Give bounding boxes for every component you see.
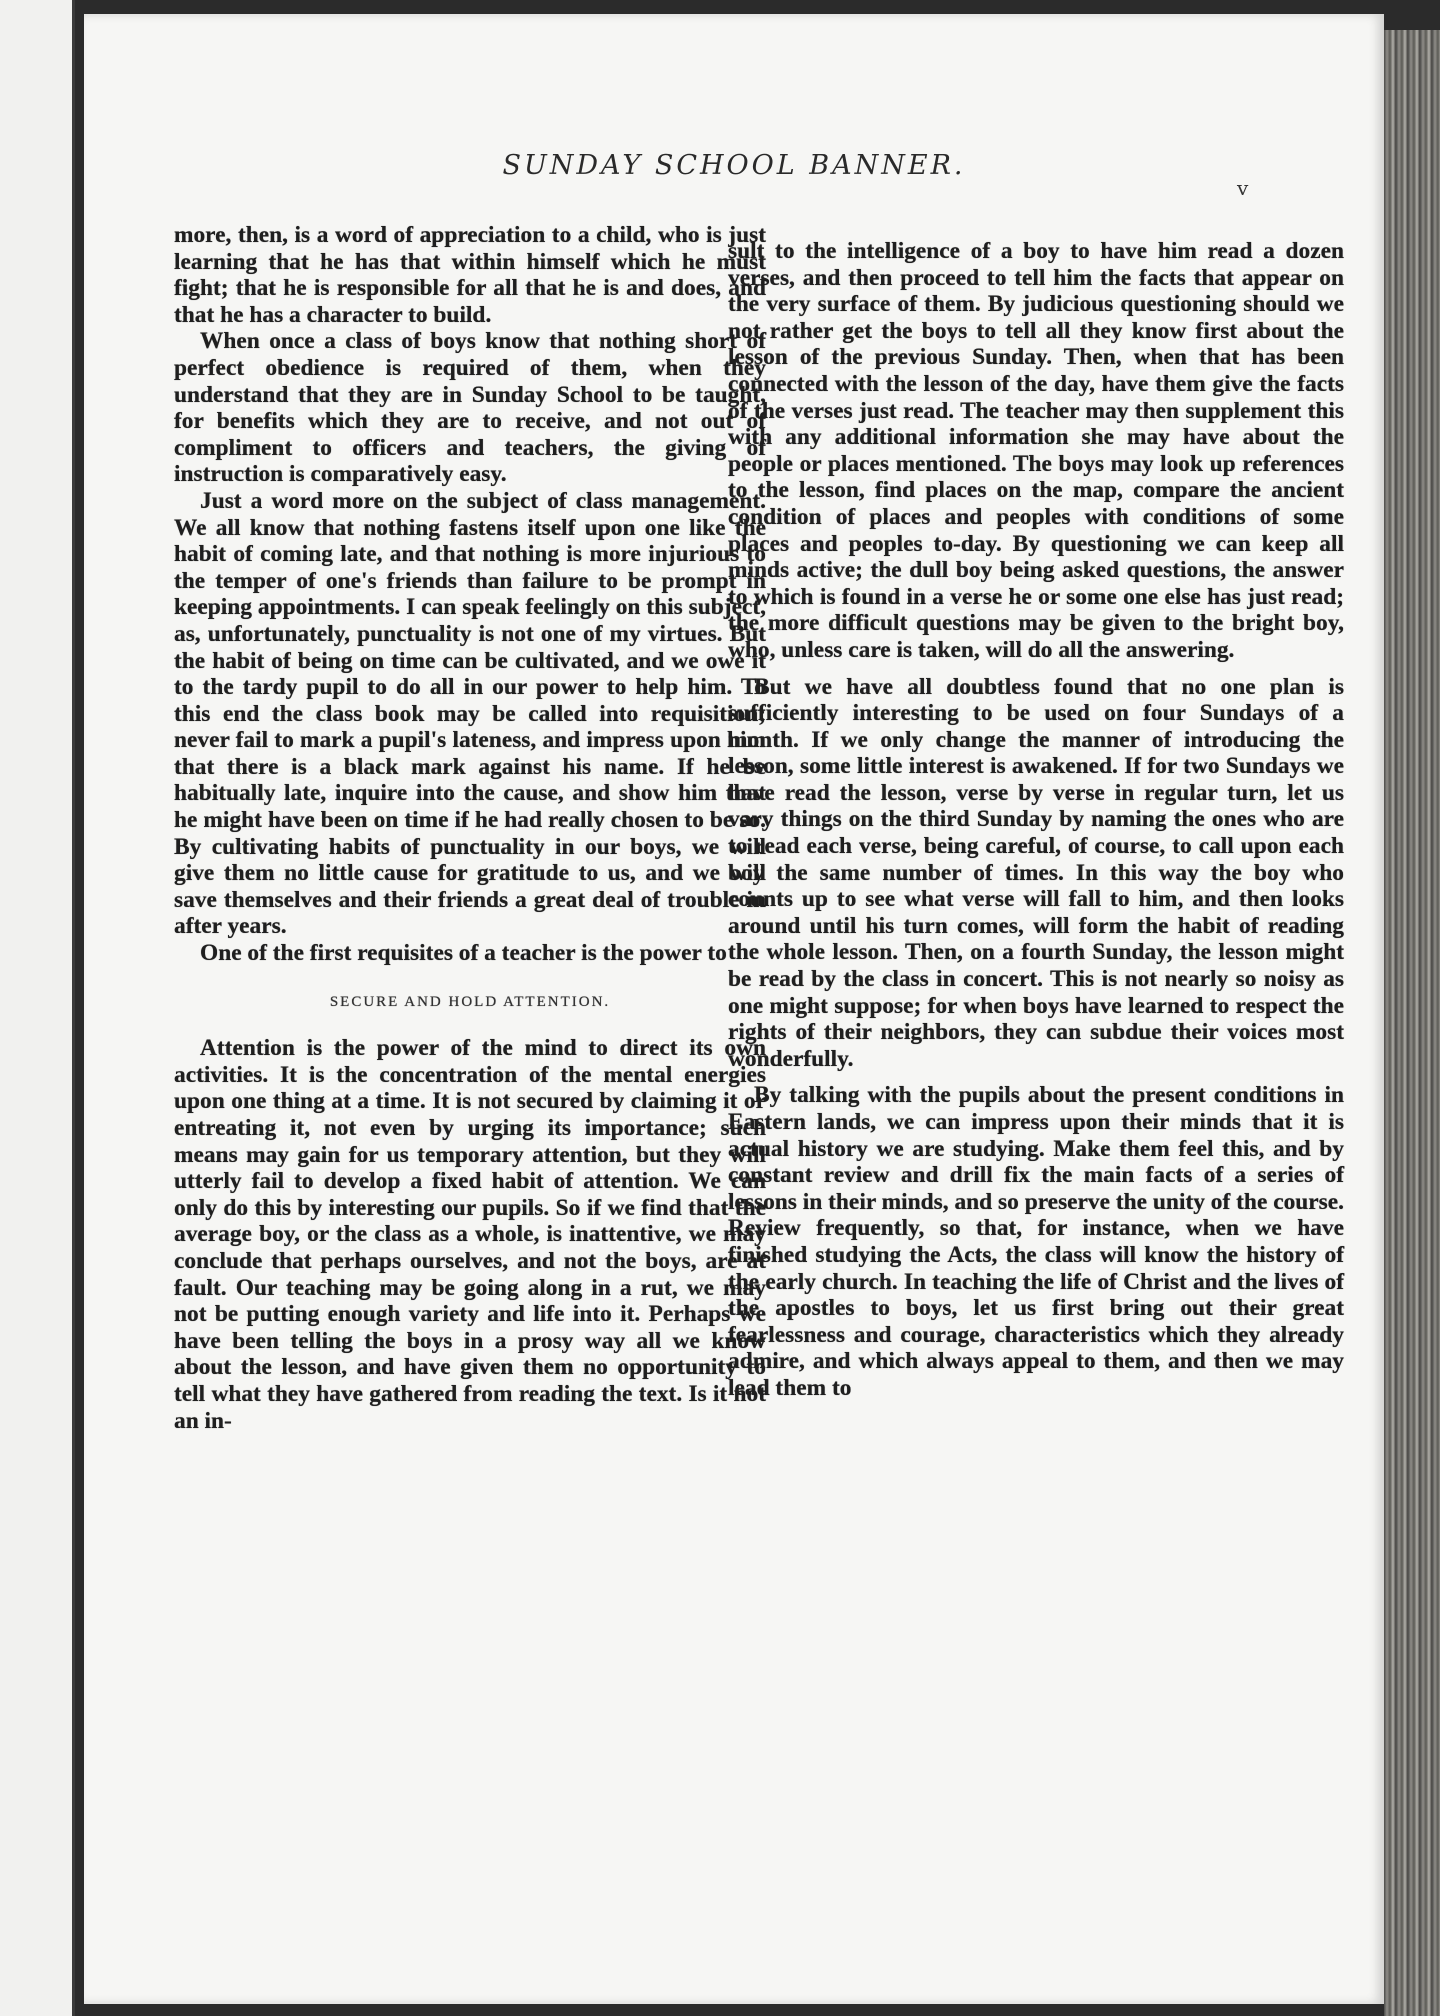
paragraph: But we have all doubtless found that no one plan is sufficiently interesting to be used on four Sundays of a month. If we only change the manner of introducing the lesson, some little interest is awakened. If for two Sundays we have read the lesson, verse by verse in regular turn, let us vary things on the third Sunday by naming the ones who are to read each verse, being careful, of course, to call upon each boy the same number of times. In this way the boy who counts up to see what verse will fall to him, and then looks around until his turn comes, will form the habit of reading the whole lesson. Then, on a fourth Sunday, the lesson might be read by the class in concert. This is not nearly so noisy as one might suppose; for when boys have learned to respect the rights of their neighbors, they can subdue their voices most wonderfully. — [728, 673, 1344, 1072]
paragraph: When once a class of boys know that nothing short of perfect obedience is required of them, when they understand that they are in Sunday School to be taught, for benefits which they are to receive, and not out of compliment to officers and teachers, the giving of instruction is comparatively easy. — [174, 328, 766, 488]
right-column — [728, 238, 1344, 1402]
left-column — [174, 222, 766, 1434]
facing-page-edge — [0, 0, 75, 2016]
paragraph: Attention is the power of the mind to direct its own activities. It is the concentration of the mental energies upon one thing at a time. It is not secured by claiming it or entreating it, not even by urging its importance; such means may gain for us temporary attention, but they will utterly fail to develop a fixed habit of attention. We can only do this by interesting our pupils. So if we find that the average boy, or the class as a whole, is inattentive, we may conclude that perhaps ourselves, and not the boys, are at fault. Our teaching may be going along in a rut, we may not be putting enough variety and life into it. Perhaps we have been telling the boys in a prosy way all we know about the lesson, and have given them no opportunity to tell what they have gathered from reading the text. Is it not an in- — [174, 1035, 766, 1434]
paragraph: By talking with the pupils about the present conditions in Eastern lands, we can impress upon their minds that it is actual history we are studying. Make them feel this, and by constant review and drill fix the main facts of a series of lessons in their minds, and so preserve the unity of the course. Review frequently, so that, for instance, when we have finished studying the Acts, the class will know the history of the early church. In teaching the life of Christ and the lives of the apostles to boys, let us first bring out their great fearlessness and courage, characteristics which they already admire, and which always appeal to them, and then we may lead them to — [728, 1082, 1344, 1401]
paragraph: more, then, is a word of appreciation to a child, who is just learning that he has that within himself which he must fight; that he is responsible for all that he is and does, and that he has a character to build. — [174, 222, 766, 328]
paragraph: Just a word more on the subject of class management. We all know that nothing fastens itself upon one like the habit of coming late, and that nothing is more injurious to the temper of one's friends than failure to be prompt in keeping appointments. I can speak feelingly on this subject, as, unfortunately, punctuality is not one of my virtues. But the habit of being on time can be cultivated, and we owe it to the tardy pupil to do all in our power to help him. To this end the class book may be called into requisition; never fail to mark a pupil's lateness, and impress upon him that there is a black mark against his name. If he be habitually late, inquire into the cause, and show him that he might have been on time if he had really chosen to be so. By cultivating habits of punctuality in our boys, we will give them no little cause for gratitude to us, and we will save themselves and their friends a great deal of trouble in after years. — [174, 487, 766, 940]
paragraph: sult to the intelligence of a boy to have him read a dozen verses, and then proceed to tell him the facts that appear on the very surface of them. By judicious questioning should we not rather get the boys to tell all they know first about the lesson of the previous Sunday. Then, when that has been connected with the lesson of the day, have them give the facts of the verses just read. The teacher may then supplement this with any additional information she may have about the people or places mentioned. The boys may look up references to the lesson, find places on the map, compare the ancient condition of places and peoples with conditions of some places and peoples to-day. By questioning we can keep all minds active; the dull boy being asked questions, the answer to which is found in a verse he or some one else has just read; the more difficult questions may be given to the bright boy, who, unless care is taken, will do all the answering. — [728, 238, 1344, 663]
section-subheading: SECURE AND HOLD ATTENTION. — [329, 993, 611, 1010]
book-page-edges — [1384, 30, 1440, 2016]
running-header: SUNDAY SCHOOL BANNER. — [502, 150, 966, 181]
paragraph: One of the first requisites of a teacher is the power to — [200, 940, 727, 967]
book-page — [84, 14, 1384, 2004]
page-number: v — [1237, 176, 1249, 200]
